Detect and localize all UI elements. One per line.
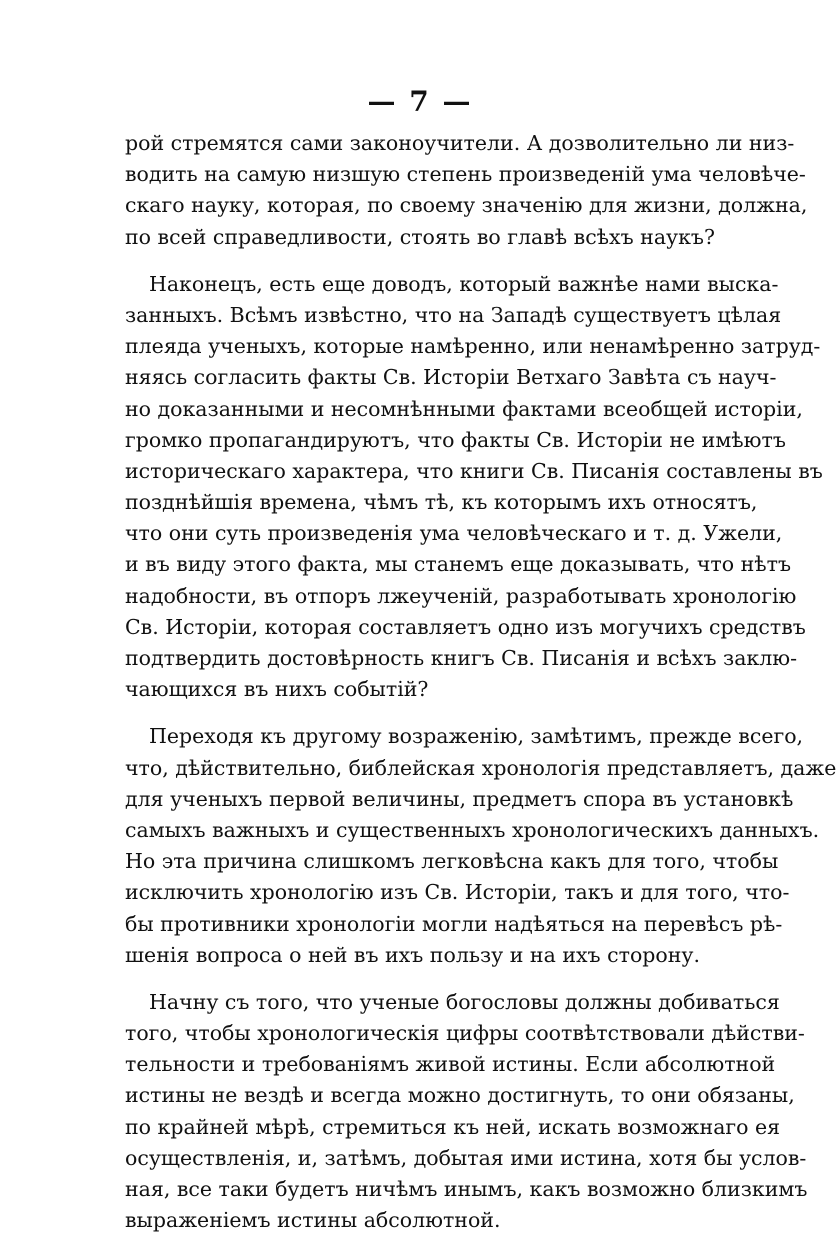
text-line: бы противники хронологіи могли надѣяться на перевѣсъ рѣ- (125, 911, 783, 936)
text-line: Св. Исторіи, которая составляетъ одно изъ могучихъ средствъ (125, 614, 806, 639)
text-line: рой стремятся сами законоучители. А дозволительно ли низ- (125, 131, 795, 155)
text-line: Наконецъ, есть еще доводъ, который важнѣе нами выска- (149, 271, 779, 296)
text-line: плеяда ученыхъ, которые намѣренно, или ненамѣренно затруд- (125, 334, 821, 359)
page-number: — 7 — (367, 85, 473, 118)
text-line: громко пропагандируютъ, что факты Св. Исторіи не имѣютъ (125, 427, 786, 452)
text-line: ная, все таки будетъ ничѣмъ инымъ, какъ возможно близкимъ (125, 1177, 808, 1201)
text-line: того, чтобы хронологическія цифры соотвѣтствовали дѣйстви- (125, 1021, 805, 1046)
text-line: чающихся въ нихъ событій? (125, 677, 429, 702)
text-line: Начну съ того, что ученые богословы должны добиваться (149, 989, 780, 1014)
text-line: подтвердить достовѣрность книгъ Св. Писанія и всѣхъ заклю- (125, 646, 798, 670)
text-line: водить на самую низшую степень произведеній ума человѣче- (125, 162, 806, 187)
text-line: выраженіемъ истины абсолютной. (125, 1208, 501, 1233)
text-line: надобности, въ отпоръ лжеученій, разработывать хронологію (125, 583, 797, 608)
text-line: для ученыхъ первой величины, предметъ спора въ установкѣ (125, 786, 794, 811)
text-line: но доказанными и несомнѣнными фактами всеобщей исторіи, (125, 396, 803, 421)
text-line: осуществленія, и, затѣмъ, добытая ими истина, хотя бы услов- (125, 1145, 807, 1170)
paragraph-3 (125, 721, 837, 971)
text-line: что они суть произведенія ума человѣческаго и т. д. Ужели, (125, 521, 783, 546)
text-line: Но эта причина слишкомъ легковѣсна какъ для того, чтобы (125, 849, 779, 874)
text-line: по крайней мѣрѣ, стремиться къ ней, искать возможнаго ея (125, 1114, 781, 1139)
text-line: истины не вездѣ и всегда можно достигнуть, то они обязаны, (125, 1083, 795, 1108)
text-line: и въ виду этого факта, мы станемъ еще доказывать, что нѣтъ (125, 552, 792, 577)
text-line: скаго науку, которая, по своему значенію для жизни, должна, (125, 193, 808, 218)
text-line: Переходя къ другому возраженію, замѣтимъ, прежде всего, (149, 724, 804, 749)
text-line: позднѣйшія времена, чѣмъ тѣ, къ которымъ ихъ относятъ, (125, 490, 758, 515)
paragraph-1 (125, 128, 808, 253)
text-line: шенія вопроса о ней въ ихъ пользу и на ихъ сторону. (125, 942, 700, 967)
text-line: историческаго характера, что книги Св. Писанія составлены въ (125, 458, 823, 483)
paragraph-2 (125, 269, 823, 706)
text-line: по всей справедливости, стоять во главѣ всѣхъ наукъ? (125, 224, 715, 249)
text-line: самыхъ важныхъ и существенныхъ хронологическихъ данныхъ. (125, 817, 820, 842)
text-line: няясь согласить факты Св. Исторіи Ветхаго Завѣта съ науч- (125, 365, 777, 390)
text-line: тельности и требованіямъ живой истины. Если абсолютной (125, 1052, 776, 1077)
text-line: занныхъ. Всѣмъ извѣстно, что на Западѣ существуетъ цѣлая (125, 302, 782, 327)
body-text (125, 128, 837, 1252)
text-line: исключить хронологію изъ Св. Исторіи, такъ и для того, что- (125, 880, 790, 905)
paragraph-4 (125, 987, 808, 1237)
text-line: что, дѣйствительно, библейская хронологія представляетъ, даже (125, 755, 837, 780)
